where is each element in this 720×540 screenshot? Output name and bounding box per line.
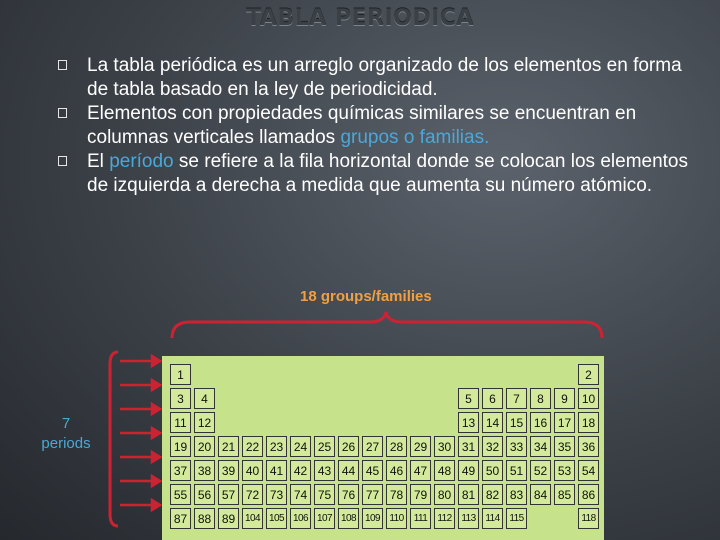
element-cell: 45 bbox=[362, 460, 383, 481]
bullet-list bbox=[55, 54, 695, 198]
groups-brace-icon bbox=[170, 310, 606, 340]
element-cell: 86 bbox=[578, 484, 599, 505]
checkbox-bullet-icon bbox=[58, 156, 67, 166]
element-cell: 10 bbox=[578, 388, 599, 409]
element-cell: 28 bbox=[386, 436, 407, 457]
element-cell: 74 bbox=[290, 484, 311, 505]
element-cell: 54 bbox=[578, 460, 599, 481]
element-cell: 44 bbox=[338, 460, 359, 481]
element-cell: 38 bbox=[194, 460, 215, 481]
element-cell: 77 bbox=[362, 484, 383, 505]
element-cell: 46 bbox=[386, 460, 407, 481]
element-cell: 56 bbox=[194, 484, 215, 505]
element-cell: 9 bbox=[554, 388, 575, 409]
element-cell: 35 bbox=[554, 436, 575, 457]
checkbox-bullet-icon bbox=[58, 60, 67, 70]
checkbox-bullet-icon bbox=[58, 108, 67, 118]
element-cell: 7 bbox=[506, 388, 527, 409]
element-cell: 16 bbox=[530, 412, 551, 433]
element-cell: 14 bbox=[482, 412, 503, 433]
element-cell: 21 bbox=[218, 436, 239, 457]
element-cell: 73 bbox=[266, 484, 287, 505]
element-cell: 26 bbox=[338, 436, 359, 457]
element-cell: 13 bbox=[458, 412, 479, 433]
element-cell: 23 bbox=[266, 436, 287, 457]
periods-label bbox=[30, 414, 102, 454]
element-cell: 108 bbox=[338, 508, 359, 529]
element-cell: 49 bbox=[458, 460, 479, 481]
element-cell: 42 bbox=[290, 460, 311, 481]
element-cell: 78 bbox=[386, 484, 407, 505]
element-cell: 113 bbox=[458, 508, 479, 529]
bullet-text bbox=[87, 103, 636, 148]
element-cell: 11 bbox=[170, 412, 191, 433]
highlight-term: grupos o familias. bbox=[340, 127, 490, 148]
element-cell: 25 bbox=[314, 436, 335, 457]
element-cell: 80 bbox=[434, 484, 455, 505]
element-cell: 83 bbox=[506, 484, 527, 505]
element-cell: 2 bbox=[578, 364, 599, 385]
element-cell: 29 bbox=[410, 436, 431, 457]
element-cell: 50 bbox=[482, 460, 503, 481]
element-cell: 8 bbox=[530, 388, 551, 409]
element-cell: 53 bbox=[554, 460, 575, 481]
element-cell: 22 bbox=[242, 436, 263, 457]
element-cell: 31 bbox=[458, 436, 479, 457]
page-title: TABLA PERIODICA bbox=[246, 6, 474, 31]
element-cell: 88 bbox=[194, 508, 215, 529]
element-cell: 85 bbox=[554, 484, 575, 505]
bullet-text bbox=[87, 151, 688, 196]
element-cell: 33 bbox=[506, 436, 527, 457]
element-cell: 1 bbox=[170, 364, 191, 385]
element-cell: 87 bbox=[170, 508, 191, 529]
periodic-table bbox=[162, 356, 604, 540]
bullet-item-1 bbox=[55, 54, 695, 102]
element-cell: 6 bbox=[482, 388, 503, 409]
element-cell: 106 bbox=[290, 508, 311, 529]
element-cell: 40 bbox=[242, 460, 263, 481]
text-segment: El bbox=[87, 151, 110, 172]
element-cell: 34 bbox=[530, 436, 551, 457]
element-cell: 43 bbox=[314, 460, 335, 481]
element-cell: 82 bbox=[482, 484, 503, 505]
element-cell: 48 bbox=[434, 460, 455, 481]
bullet-item-2 bbox=[55, 102, 695, 150]
element-cell: 36 bbox=[578, 436, 599, 457]
highlight-term: período bbox=[109, 151, 174, 172]
bullet-item-3 bbox=[55, 150, 695, 198]
element-cell: 109 bbox=[362, 508, 383, 529]
element-cell: 18 bbox=[578, 412, 599, 433]
element-cell: 84 bbox=[530, 484, 551, 505]
element-cell: 118 bbox=[578, 508, 599, 529]
element-cell: 110 bbox=[386, 508, 407, 529]
element-cell: 30 bbox=[434, 436, 455, 457]
period-arrows bbox=[118, 352, 162, 522]
element-cell: 112 bbox=[434, 508, 455, 529]
element-cell: 37 bbox=[170, 460, 191, 481]
element-cell: 115 bbox=[506, 508, 527, 529]
element-cell: 81 bbox=[458, 484, 479, 505]
element-cell: 12 bbox=[194, 412, 215, 433]
text-segment: Elementos con propiedades químicas similares se encuentran en columnas verticales llamados bbox=[87, 103, 637, 148]
element-cell: 4 bbox=[194, 388, 215, 409]
element-cell: 41 bbox=[266, 460, 287, 481]
element-cell: 104 bbox=[242, 508, 263, 529]
element-cell: 107 bbox=[314, 508, 335, 529]
element-cell: 15 bbox=[506, 412, 527, 433]
element-cell: 39 bbox=[218, 460, 239, 481]
element-cell: 24 bbox=[290, 436, 311, 457]
text-segment: se refiere a la fila horizontal donde se colocan los elementos de izquierda a derecha a medida que aumenta su número atómico. bbox=[87, 151, 688, 196]
element-cell: 52 bbox=[530, 460, 551, 481]
element-cell: 89 bbox=[218, 508, 239, 529]
element-cell: 55 bbox=[170, 484, 191, 505]
element-cell: 51 bbox=[506, 460, 527, 481]
text-segment: La tabla periódica es un arreglo organizado de los elementos en forma de tabla basado en la ley de periodicidad. bbox=[87, 55, 682, 100]
element-cell: 114 bbox=[482, 508, 503, 529]
element-cell: 5 bbox=[458, 388, 479, 409]
element-cell: 79 bbox=[410, 484, 431, 505]
element-cell: 72 bbox=[242, 484, 263, 505]
periods-label-text: 7 periods bbox=[41, 415, 91, 452]
element-cell: 47 bbox=[410, 460, 431, 481]
element-cell: 20 bbox=[194, 436, 215, 457]
element-cell: 17 bbox=[554, 412, 575, 433]
element-cell: 32 bbox=[482, 436, 503, 457]
bullet-text bbox=[87, 55, 682, 100]
element-cell: 111 bbox=[410, 508, 431, 529]
element-cell: 27 bbox=[362, 436, 383, 457]
groups-label: 18 groups/families bbox=[300, 288, 432, 305]
element-cell: 75 bbox=[314, 484, 335, 505]
element-cell: 3 bbox=[170, 388, 191, 409]
element-cell: 19 bbox=[170, 436, 191, 457]
element-cell: 57 bbox=[218, 484, 239, 505]
element-cell: 105 bbox=[266, 508, 287, 529]
element-cell: 76 bbox=[338, 484, 359, 505]
